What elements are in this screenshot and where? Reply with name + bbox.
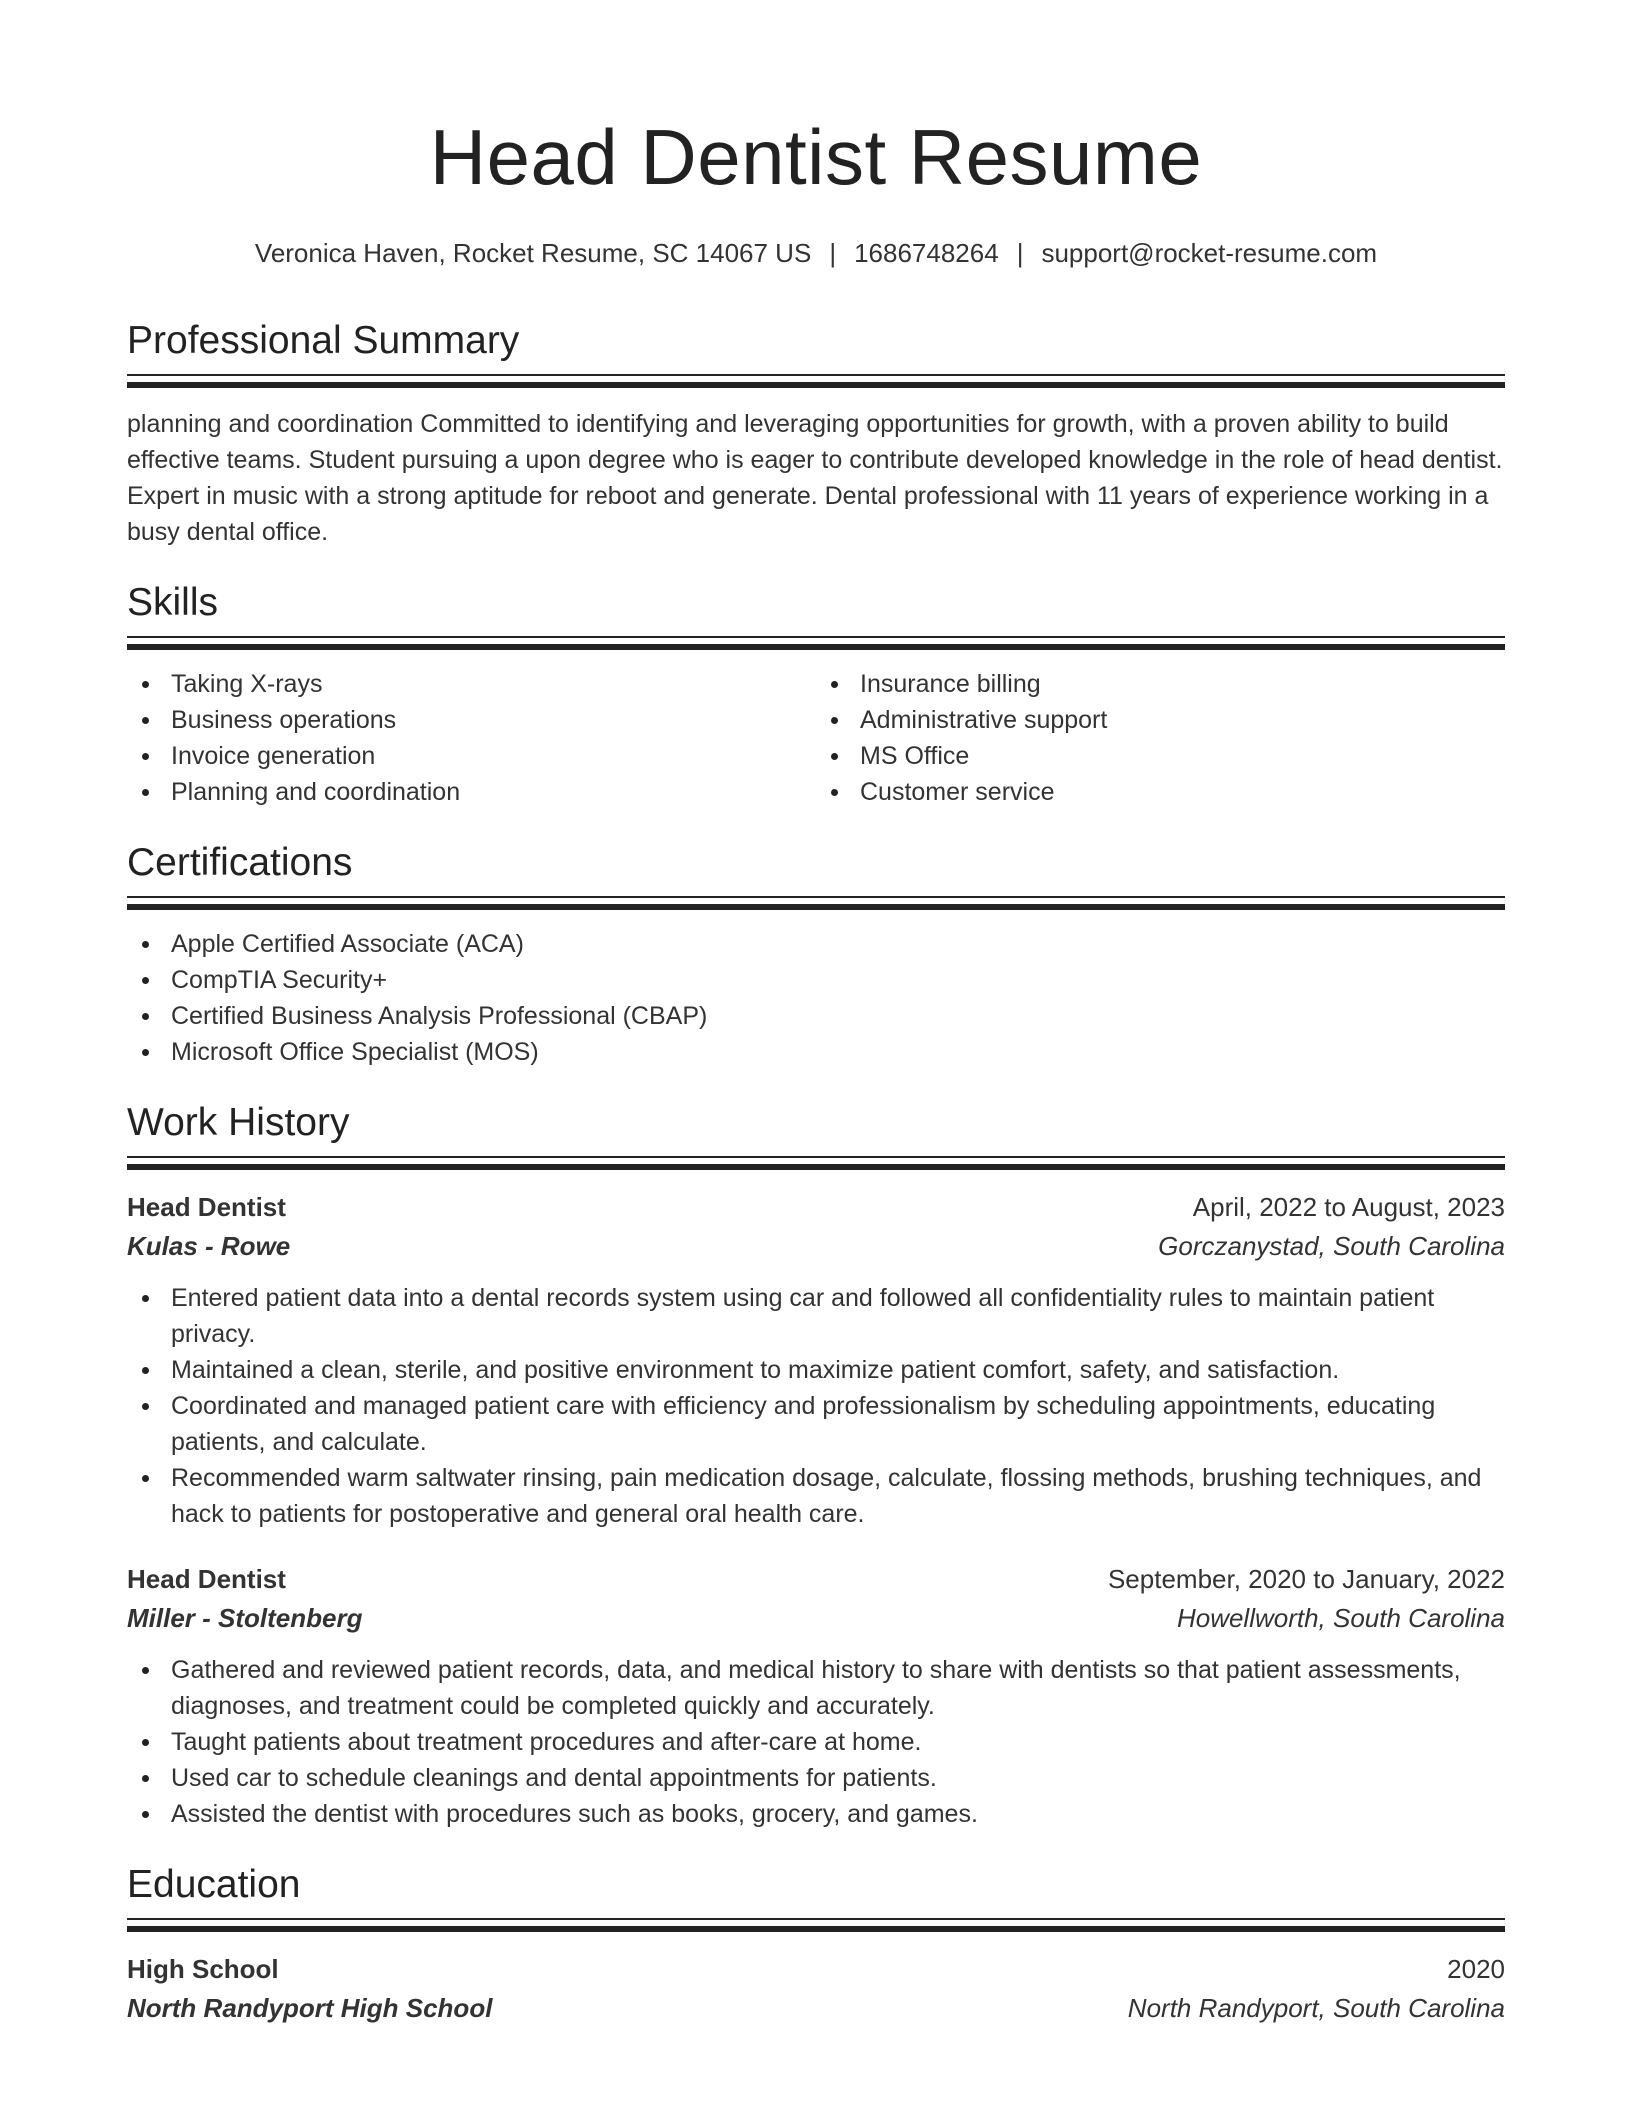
list-item: Taking X-rays — [127, 666, 816, 702]
job-dates: April, 2022 to August, 2023 — [1192, 1192, 1505, 1222]
list-item: Maintained a clean, sterile, and positive environment to maximize patient comfort, safety, and satisfaction. — [127, 1352, 1505, 1388]
page-title: Head Dentist Resume — [429, 113, 1203, 201]
list-item: Recommended warm saltwater rinsing, pain medication dosage, calculate, flossing methods, brushing techniques, and hack to patients for postoperative and general oral health care. — [127, 1460, 1505, 1532]
summary-section — [127, 321, 1505, 550]
skills-list-left — [127, 666, 816, 810]
certifications-list — [127, 926, 1505, 1070]
list-item: Coordinated and managed patient care with efficiency and professionalism by scheduling appointments, educating patients, and calculate. — [127, 1388, 1505, 1460]
contact-separator: | — [1016, 238, 1024, 268]
section-heading: Professional Summary — [127, 319, 520, 362]
contact-phone: 1686748264 — [854, 238, 999, 268]
section-divider — [127, 1918, 1505, 1932]
section-divider — [127, 636, 1505, 650]
job-company: Kulas - Rowe — [127, 1231, 291, 1261]
list-item: Taught patients about treatment procedures and after-care at home. — [127, 1724, 1505, 1760]
job-dates: September, 2020 to January, 2022 — [1107, 1564, 1505, 1594]
contact-address: Veronica Haven, Rocket Resume, SC 14067 US — [254, 238, 812, 268]
list-item: Microsoft Office Specialist (MOS) — [127, 1034, 1505, 1070]
list-item: Certified Business Analysis Professional (CBAP) — [127, 998, 1505, 1034]
list-item: Used car to schedule cleanings and dental appointments for patients. — [127, 1760, 1505, 1796]
job-title: Head Dentist — [127, 1564, 286, 1594]
section-divider — [127, 896, 1505, 910]
section-divider — [127, 374, 1505, 388]
list-item: Administrative support — [816, 702, 1505, 738]
list-item: MS Office — [816, 738, 1505, 774]
job-company: Miller - Stoltenberg — [127, 1603, 363, 1633]
contact-separator: | — [829, 238, 837, 268]
list-item: Apple Certified Associate (ACA) — [127, 926, 1505, 962]
list-item: Assisted the dentist with procedures such as books, grocery, and games. — [127, 1796, 1505, 1832]
list-item: Business operations — [127, 702, 816, 738]
education-year: 2020 — [1447, 1954, 1505, 1984]
work-history-section — [127, 1103, 1505, 1832]
job-location: Gorczanystad, South Carolina — [1158, 1231, 1505, 1261]
section-heading: Skills — [127, 581, 219, 624]
section-divider — [127, 1156, 1505, 1170]
list-item: Entered patient data into a dental records system using car and followed all confidentiality rules to maintain patient privacy. — [127, 1280, 1505, 1352]
job-bullets — [127, 1652, 1505, 1832]
skills-list-right — [816, 666, 1505, 810]
list-item: Insurance billing — [816, 666, 1505, 702]
list-item: Gathered and reviewed patient records, data, and medical history to share with dentists so that patient assessments, diagnoses, and treatment could be completed quickly and accurately. — [127, 1652, 1505, 1724]
skills-section — [127, 583, 1505, 810]
certifications-section — [127, 843, 1505, 1070]
section-heading: Work History — [127, 1101, 350, 1144]
education-section — [127, 1865, 1505, 2028]
contact-line — [127, 240, 1505, 266]
section-heading: Certifications — [127, 841, 353, 884]
education-location: North Randyport, South Carolina — [1127, 1993, 1505, 2023]
job-entry — [127, 1560, 1505, 1832]
job-location: Howellworth, South Carolina — [1176, 1603, 1505, 1633]
list-item: Customer service — [816, 774, 1505, 810]
contact-email[interactable]: support@rocket-resume.com — [1041, 238, 1378, 268]
list-item: Planning and coordination — [127, 774, 816, 810]
job-bullets — [127, 1280, 1505, 1532]
list-item: Invoice generation — [127, 738, 816, 774]
summary-text: planning and coordination Committed to identifying and leveraging opportunities for growth, with a proven ability to build effective teams. Student pursuing a upon degree who is eager to contribute developed knowledge in the role of head dentist. Expert in music with a strong aptitude for reboot and generate. Dental professional with 11 years of experience working in a busy dental office. — [127, 410, 1503, 546]
skills-columns — [127, 666, 1505, 810]
job-title: Head Dentist — [127, 1192, 286, 1222]
education-school: North Randyport High School — [127, 1993, 493, 2023]
list-item: CompTIA Security+ — [127, 962, 1505, 998]
education-degree: High School — [127, 1954, 279, 1984]
education-entry — [127, 1950, 1505, 2028]
section-heading: Education — [127, 1863, 301, 1906]
job-entry — [127, 1188, 1505, 1532]
